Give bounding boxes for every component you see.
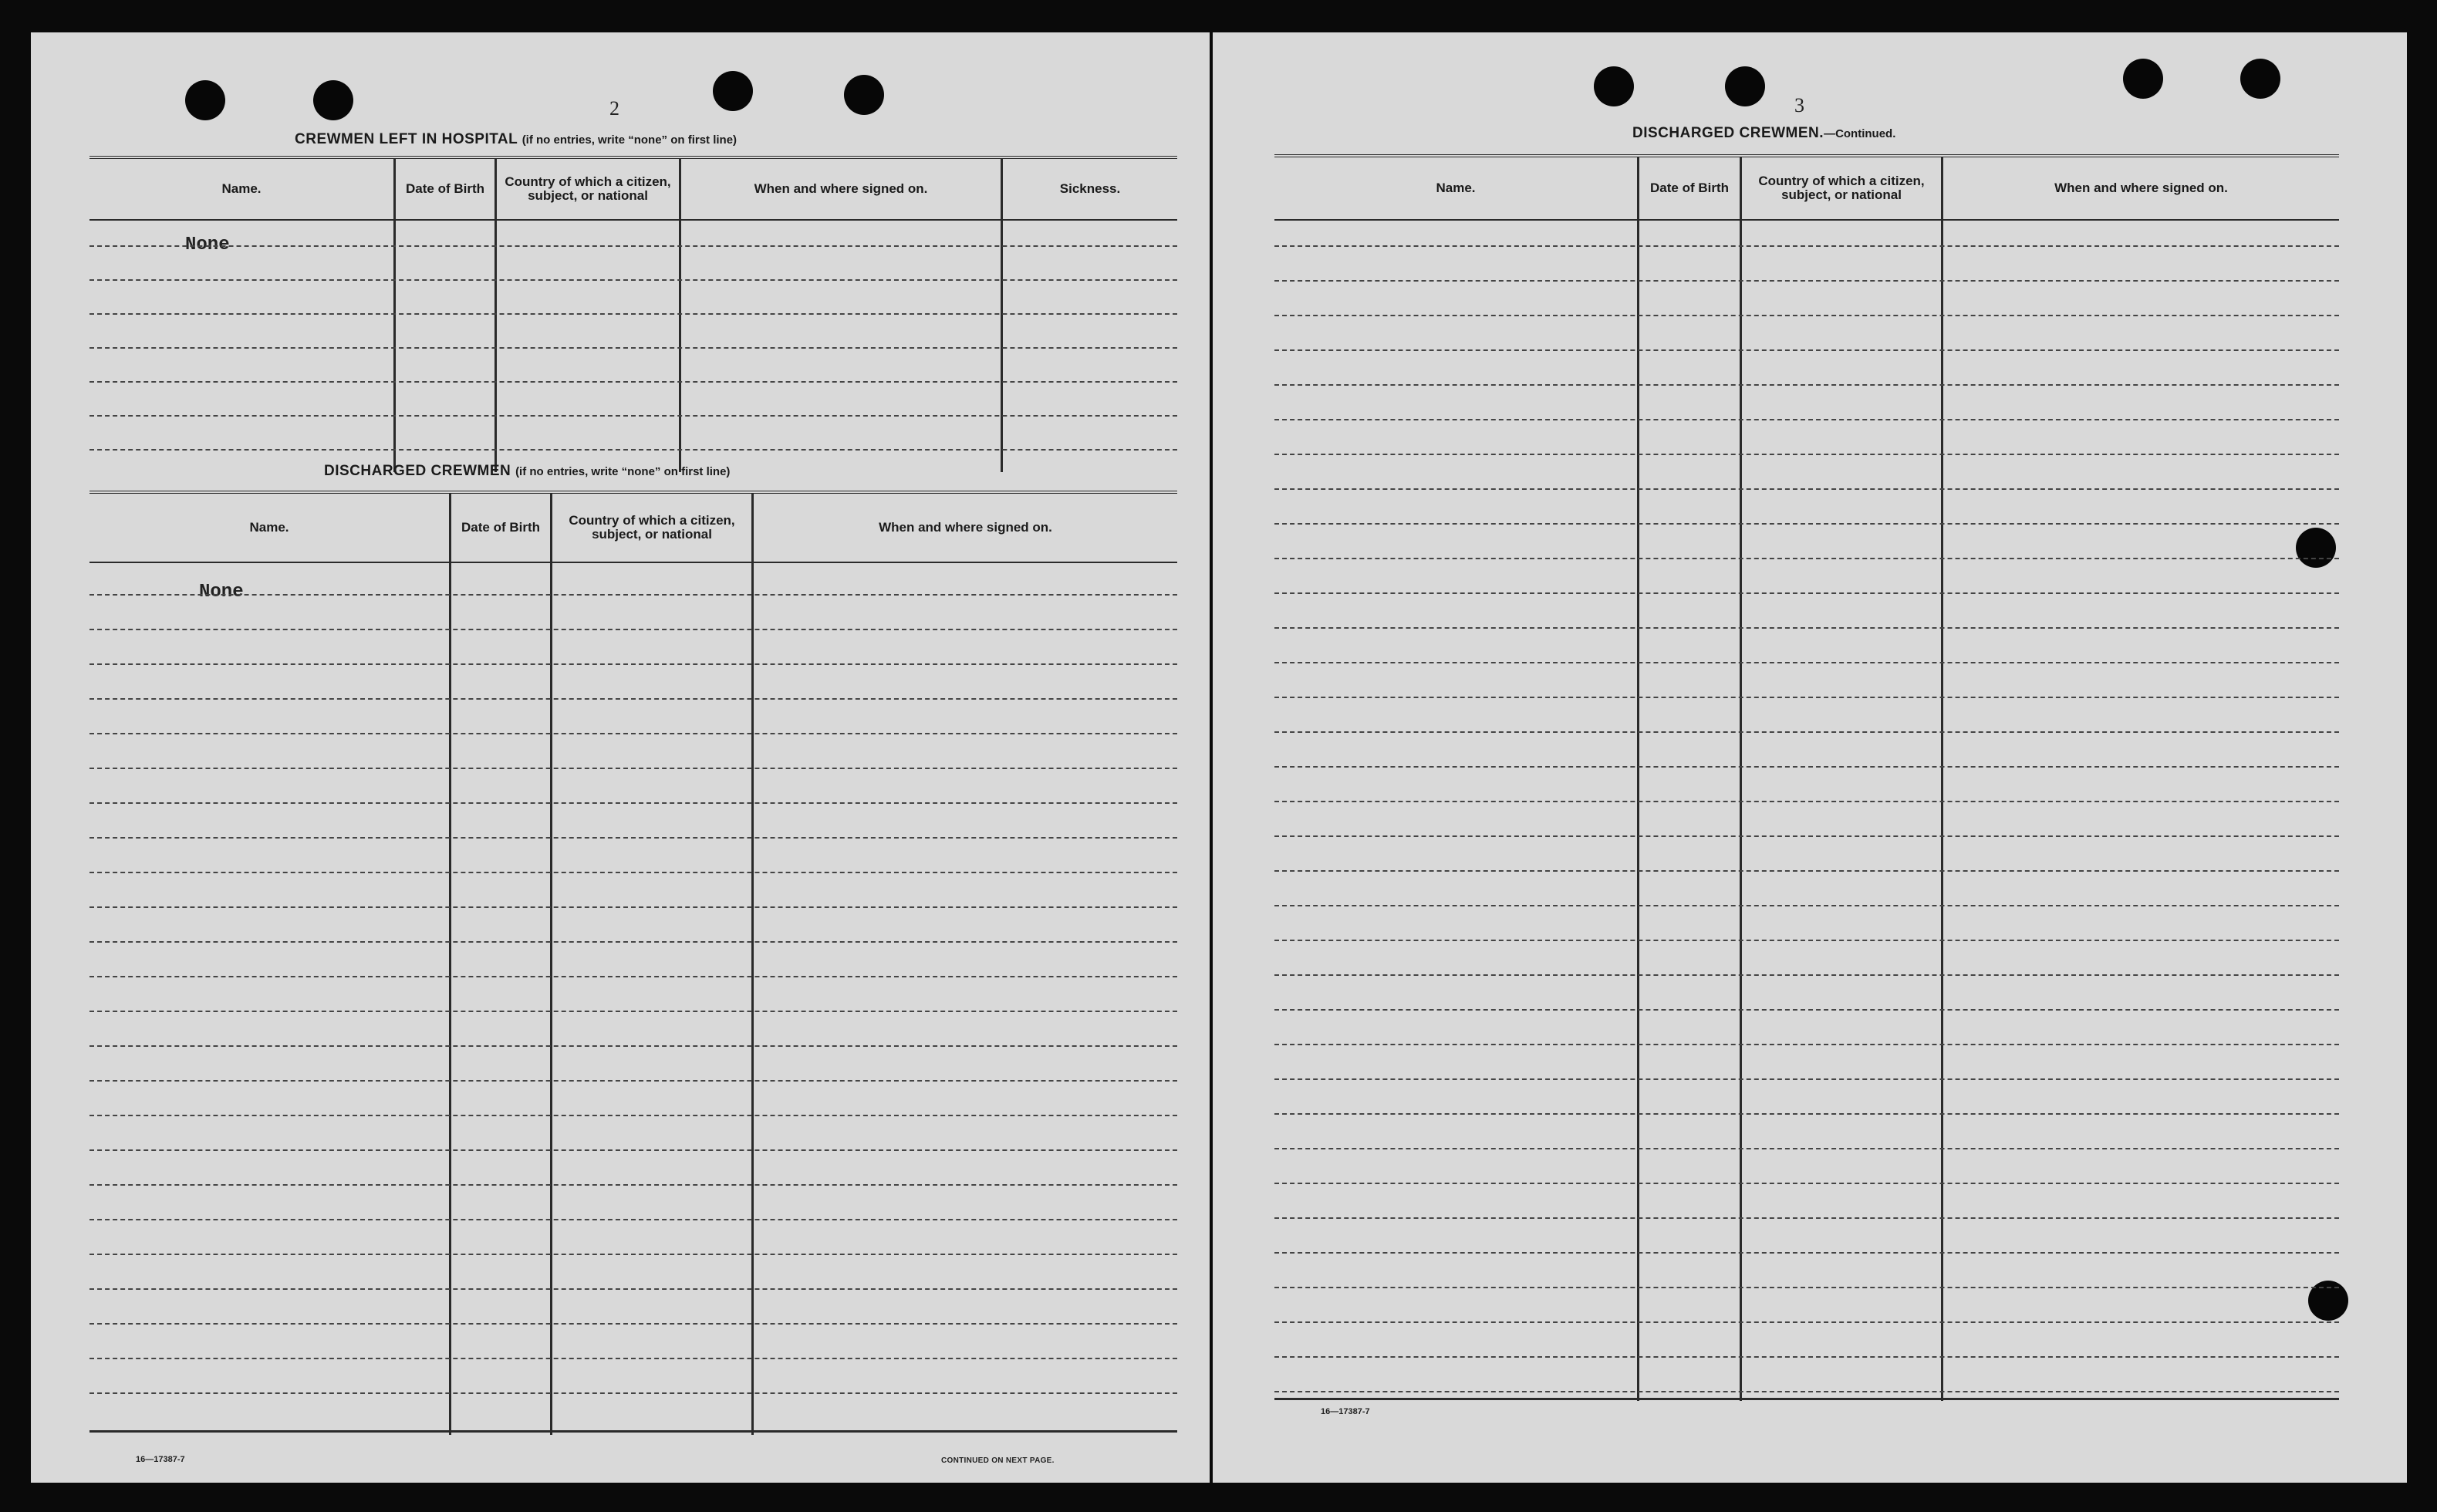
entry-line [1274,592,2339,594]
entry-line [89,347,1177,349]
column-header-date-of-birth: Date of Birth [406,181,484,196]
entry-line [1274,245,2339,247]
entry-line [89,1011,1177,1012]
entry-line [89,1080,1177,1082]
entry-line [1274,731,2339,733]
discharged-first-entry: None [199,582,244,602]
column-divider [679,159,681,472]
punch-hole [713,71,753,111]
punch-hole [313,80,353,120]
right-page [1213,32,2407,1483]
entry-line [1274,801,2339,802]
entry-line [1274,1078,2339,1080]
hospital-section-title [295,131,737,148]
entry-line [89,381,1177,383]
table-bottom-rule [89,1430,1177,1433]
entry-line [1274,1148,2339,1149]
entry-line [1274,662,2339,663]
entry-line [1274,1321,2339,1323]
discharged-title-note: (if no entries, write “none” on first line) [515,465,731,478]
punch-hole [2123,59,2163,99]
column-divider [494,159,497,472]
entry-line [89,1358,1177,1359]
entry-line [89,906,1177,908]
entry-line [1274,1183,2339,1184]
form-code: 16—17387-7 [136,1455,185,1464]
entry-line [1274,1113,2339,1115]
entry-line [1274,558,2339,559]
page-number: 2 [609,97,619,120]
entry-line [89,733,1177,734]
entry-line [1274,523,2339,525]
column-header-signed-on: When and where signed on. [754,181,928,196]
hospital-table-header [89,159,1177,221]
entry-line [89,1288,1177,1290]
entry-line [1274,1287,2339,1288]
entry-line [89,698,1177,700]
entry-line [89,313,1177,315]
left-page [31,32,1210,1483]
entry-line [89,1045,1177,1047]
right-title-suffix: —Continued. [1824,127,1896,140]
entry-line [89,629,1177,630]
entry-line [89,941,1177,943]
entry-line [89,837,1177,839]
entry-line [89,1115,1177,1116]
punch-hole [1725,66,1765,106]
entry-line [1274,419,2339,420]
entry-line [89,449,1177,451]
punch-hole [185,80,225,120]
entry-line [1274,384,2339,386]
entry-line [89,1184,1177,1186]
entry-line [89,663,1177,665]
form-code: 16—17387-7 [1321,1407,1370,1416]
entry-line [1274,870,2339,872]
entry-line [89,1149,1177,1151]
continued-note: CONTINUED ON NEXT PAGE. [941,1456,1055,1465]
entry-line [1274,1044,2339,1045]
column-header-name: Name. [221,181,262,196]
punch-hole [844,75,884,115]
entry-line [89,1254,1177,1255]
entry-line [89,802,1177,804]
entry-line [1274,940,2339,941]
hospital-title-text: CREWMEN LEFT IN HOSPITAL [295,131,518,147]
column-header-country: Country of which a citizen, subject, or national [505,174,671,203]
entry-line [1274,1356,2339,1358]
entry-line [89,1392,1177,1394]
entry-line [89,279,1177,281]
entry-line [1274,905,2339,906]
column-divider [449,494,451,1435]
punch-hole [2240,59,2280,99]
discharged-section-title [324,463,730,480]
discharged-continued-table [1274,154,2339,1401]
entry-line [89,1219,1177,1220]
entry-line [1274,1252,2339,1254]
entry-line [1274,766,2339,768]
table-bottom-rule [1274,1398,2339,1400]
column-divider [751,494,754,1435]
column-divider [550,494,552,1435]
column-header-name: Name. [249,520,289,535]
entry-line [1274,1391,2339,1392]
column-header-date-of-birth: Date of Birth [1650,181,1729,195]
entry-line [89,415,1177,417]
column-divider [393,159,396,472]
column-header-name: Name. [1436,181,1476,195]
column-divider [1941,157,1943,1401]
discharged-table [89,491,1177,1435]
discharged-title-text: DISCHARGED CREWMEN [324,463,511,479]
entry-line [1274,488,2339,490]
column-divider [1637,157,1639,1401]
column-divider [1740,157,1742,1401]
discharged-table-header [89,494,1177,563]
right-title-text: DISCHARGED CREWMEN. [1632,125,1824,141]
entry-line [89,1323,1177,1325]
hospital-table [89,156,1177,472]
entry-line [1274,349,2339,351]
entry-line [89,976,1177,977]
entry-line [1274,835,2339,837]
entry-line [89,768,1177,769]
discharged-continued-header [1274,157,2339,221]
entry-line [1274,454,2339,455]
entry-line [1274,1217,2339,1219]
entry-line [89,872,1177,873]
column-header-signed-on: When and where signed on. [2054,181,2228,195]
column-divider [1001,159,1003,472]
punch-hole [1594,66,1634,106]
entry-line [89,245,1177,247]
column-header-country: Country of which a citizen, subject, or national [569,513,735,542]
entry-line [1274,697,2339,698]
hospital-first-entry: None [185,235,230,255]
page-number: 3 [1794,94,1804,116]
right-section-title [1632,125,1895,142]
entry-line [1274,315,2339,316]
column-header-date-of-birth: Date of Birth [461,520,540,535]
column-header-sickness: Sickness. [1059,181,1121,196]
hospital-title-note: (if no entries, write “none” on first line) [521,133,738,147]
column-header-country: Country of which a citizen, subject, or national [1758,174,1925,202]
column-header-signed-on: When and where signed on. [879,520,1052,535]
entry-line [89,594,1177,596]
entry-line [1274,1009,2339,1011]
entry-line [1274,280,2339,282]
entry-line [1274,627,2339,629]
entry-line [1274,974,2339,976]
